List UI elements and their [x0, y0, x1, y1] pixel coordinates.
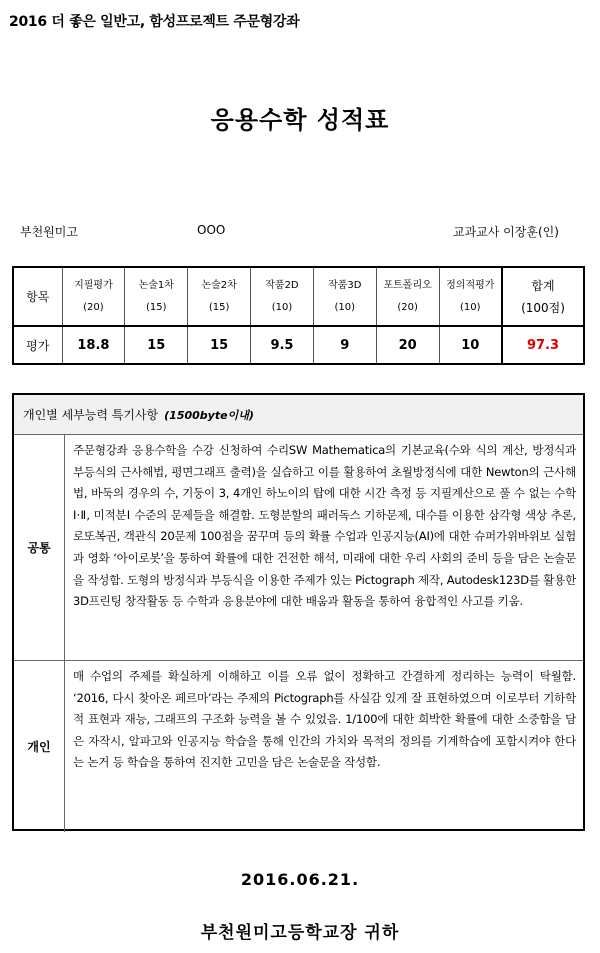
detail-row-common — [14, 435, 583, 661]
column-header: 논술1차 (15) — [125, 267, 188, 326]
row-text-personal: 매 수업의 주제를 확실하게 이해하고 이를 오류 없이 정확하고 간결하게 정리하는 능력이 탁월함. ‘2016, 다시 찾아온 페르마’라는 주제의 Pictograph를 사실감 있게 잘 표현하였으며 이로부터 기하학적 표현과 재능, 그래프의 구조화 능력을 볼 수 있었음. 1/100에 대한 희박한 확률에 대한 소중함을 담은 자작시, 알파고와 인공지능 학습을 통해 인간의 가치와 목적의 정의를 기계학습에 포함시켜야 한다는 논거 등 학습을 통하여 진지한 고민을 담은 논술문을 작성함. — [73, 669, 576, 770]
column-header: 지필평가 (20) — [62, 267, 125, 326]
score-table-value-row — [13, 326, 584, 364]
score-cell: 9 — [313, 326, 376, 364]
issue-date: 2016.06.21. — [240, 870, 360, 889]
detail-row-personal — [14, 661, 583, 832]
detail-section — [12, 393, 585, 831]
row-text-common: 주문형강좌 응용수학을 수강 신청하여 수리SW Mathematica의 기본교육(수와 식의 계산, 방정식과 부등식의 근사해법, 평면그래프 출력)을 실습하고 이를 활용하여 초월방정식에 대한 Newton의 근사해법, 바둑의 경우의 수, 기둥이 3, 4개인 하노이의 탑에 대한 시간 측정 등 지필계산으로 풀 수 없는 수학Ⅰ·Ⅱ, 미적분Ⅰ 수준의 문제들을 해결함. 도형분할의 패러독스 기하문제, 대수를 이용한 삼각형 색상 추론, 로또복권, 객관식 20문제 100점을 꿈꾸며 등의 확률 수업과 인공지능(AI)에 대한 슈퍼가위바위보 실험과 영화 ‘아이로봇’을 통하여 확률에 대한 건전한 해석, 미래에 대한 우리 사회의 준비 등을 담은 논술문을 작성함. 도형의 방정식과 부등식을 이용한 주제가 있는 Pictograph 제작, Autodesk123D를 활용한 3D프린팅 창작활동 등 수학과 응용분야에 대한 배움과 활동을 통하여 융합적인 사고를 키움. — [73, 443, 576, 609]
row-label: 평가 — [13, 326, 62, 364]
row-label-personal: 개인 — [14, 661, 65, 832]
student-name: OOO — [197, 223, 226, 237]
score-cell: 10 — [439, 326, 502, 364]
column-header: 정의적평가 (10) — [439, 267, 502, 326]
closing-addressee: 부천원미고등학교장 귀하 — [200, 923, 400, 943]
score-table — [12, 266, 585, 365]
byte-limit-note: (1500byte이내) — [164, 408, 254, 422]
total-header: 합계 (100점) — [502, 267, 584, 326]
score-cell: 9.5 — [251, 326, 314, 364]
total-score-cell: 97.3 — [502, 326, 584, 364]
teacher-signature: 교과교사 이장훈(인) — [453, 225, 559, 239]
column-header: 작품2D (10) — [251, 267, 314, 326]
score-cell: 18.8 — [62, 326, 125, 364]
document-title: 응용수학 성적표 — [210, 106, 390, 134]
column-header: 포트폴리오 (20) — [376, 267, 439, 326]
detail-heading-text: 개인별 세부능력 특기사항 — [23, 408, 159, 422]
detail-heading — [14, 395, 583, 435]
header-line: 2016 더 좋은 일반고, 함성프로젝트 주문형강좌 — [9, 14, 300, 30]
column-header: 작품3D (10) — [313, 267, 376, 326]
school-name: 부천원미고 — [20, 225, 78, 239]
row-label-common: 공통 — [14, 435, 65, 660]
column-header: 논술2차 (15) — [188, 267, 251, 326]
item-header: 항목 — [13, 267, 62, 326]
score-cell: 15 — [188, 326, 251, 364]
score-table-header-row — [13, 267, 584, 326]
score-cell: 15 — [125, 326, 188, 364]
score-cell: 20 — [376, 326, 439, 364]
